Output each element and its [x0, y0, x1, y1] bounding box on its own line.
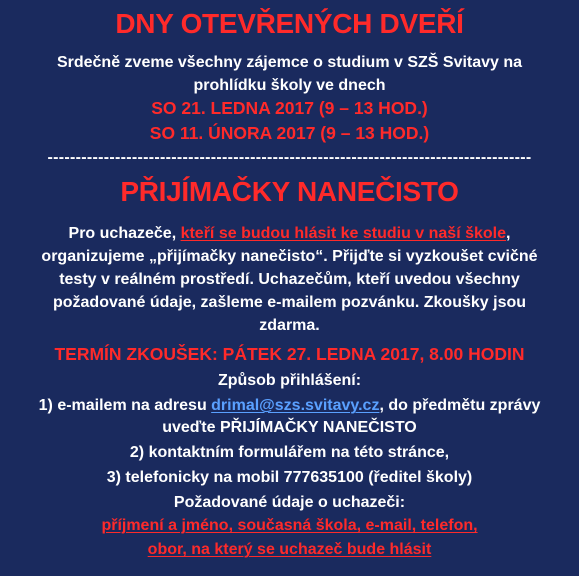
section-divider: --------------------------------------------------------------------------------------: [47, 150, 532, 166]
mock-exam-text-line-5: zdarma.: [259, 317, 320, 334]
signup-option-form: 2) kontaktním formulářem na této stránce,: [129, 444, 450, 461]
mock-exam-title: PŘIJÍMAČKY NANEČISTO: [120, 176, 459, 207]
intro-text-line-1: Srdečně zveme všechny zájemce o studium v SZŠ Svitavy na: [56, 54, 523, 71]
signup-heading: Způsob přihlášení:: [217, 372, 362, 389]
mock-exam-text-line-1: [0, 226, 579, 242]
exam-date-line: TERMÍN ZKOUŠEK: PÁTEK 27. LEDNA 2017, 8.00 HODIN: [54, 344, 525, 364]
required-info-list-2[interactable]: obor, na který se uchazeč bude hlásit: [147, 541, 432, 558]
mock-exam-text-prefix: Pro uchazeče,: [68, 225, 181, 242]
email-link[interactable]: drimal@szs.svitavy.cz: [211, 397, 380, 414]
open-days-title: DNY OTEVŘENÝCH DVEŘÍ: [115, 8, 464, 39]
required-info-line-2: [0, 542, 579, 558]
open-day-date-1: SO 21. LEDNA 2017 (9 – 13 HOD.): [151, 98, 428, 118]
mock-exam-text-line-4: požadované údaje, zašleme e-mailem pozvánku. Zkoušky jsou: [52, 294, 527, 311]
signup-email-subject: uveďte PŘIJÍMAČKY NANEČISTO: [162, 419, 417, 436]
applicants-link[interactable]: kteří se budou hlásit ke studiu v naší škole: [180, 225, 507, 242]
required-info-heading: Požadované údaje o uchazeči:: [173, 494, 406, 511]
signup-option-phone: 3) telefonicky na mobil 777635100 (ředitel školy): [106, 469, 473, 486]
open-day-date-2: SO 11. ÚNORA 2017 (9 – 13 HOD.): [149, 123, 430, 143]
mock-exam-text-line-3: testy v reálném prostředí. Uchazečům, kteří uvedou všechny: [59, 271, 520, 288]
required-info-list-1[interactable]: příjmení a jméno, současná škola, e-mail, telefon,: [101, 517, 478, 534]
required-info-line-1: [0, 518, 579, 534]
intro-text-line-2: prohlídku školy ve dnech: [193, 77, 386, 94]
signup-email-suffix: , do předmětu zprávy: [379, 397, 541, 414]
mock-exam-text-comma: ,: [506, 225, 511, 242]
signup-email-prefix: 1) e-mailem na adresu: [38, 397, 212, 414]
mock-exam-text-line-2: organizujeme „přijímačky nanečisto“. Přijďte si vyzkoušet cvičné: [41, 248, 538, 265]
signup-option-email: [0, 398, 579, 414]
